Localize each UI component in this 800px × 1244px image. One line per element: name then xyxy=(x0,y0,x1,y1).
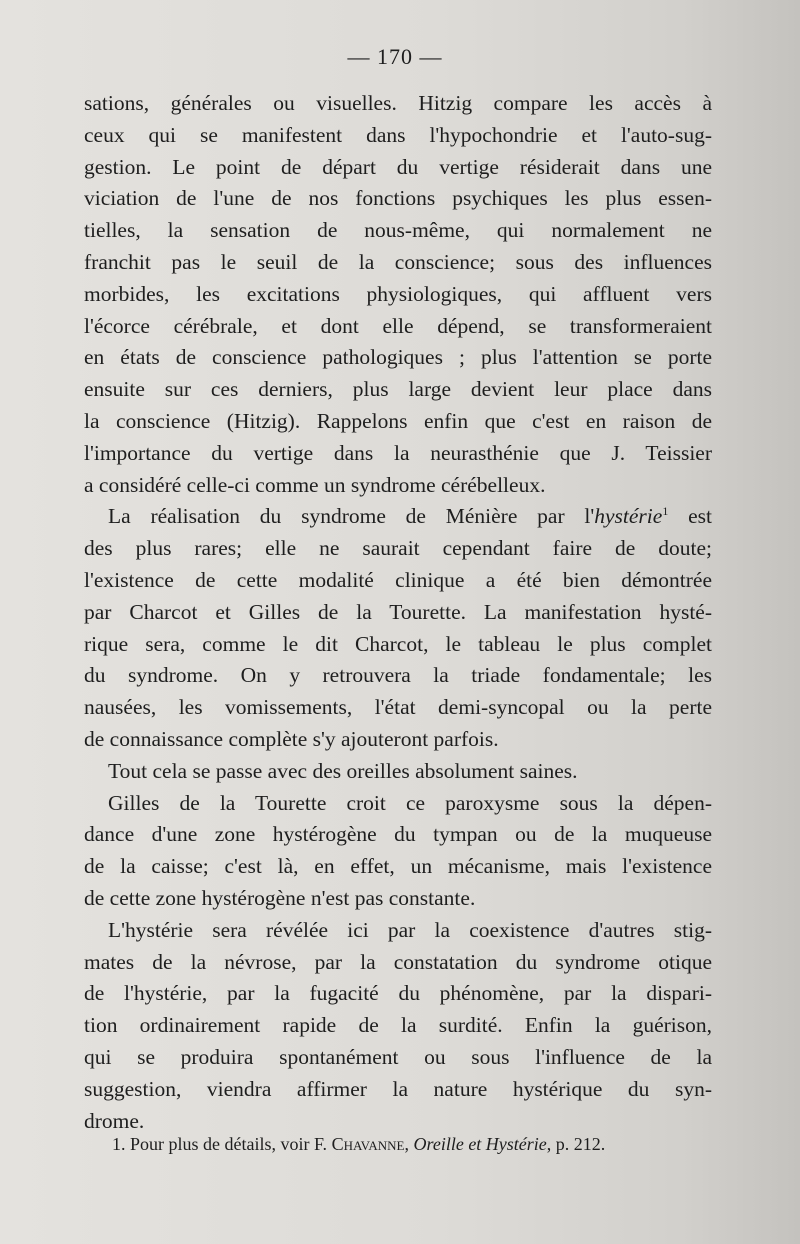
text-line xyxy=(84,501,712,533)
text-line: de la caisse; c'est là, en effet, un mécanisme, mais l'existence xyxy=(84,854,712,879)
text-line: tielles, la sensation de nous-même, qui normalement ne xyxy=(84,218,712,243)
text-line: morbides, les excitations physiologiques, qui affluent vers xyxy=(84,281,712,306)
text-line: tion ordinairement rapide de la surdité. Enfin la guérison, xyxy=(84,1013,712,1038)
body-text xyxy=(84,88,712,1137)
text-line: sations, générales ou visuelles. Hitzig compare les accès à xyxy=(84,91,712,115)
text-line: Tout cela se passe avec des oreilles absolument saines. xyxy=(108,758,578,783)
text-line: suggestion, viendra affirmer la nature hystérique du syn- xyxy=(84,1076,712,1101)
footnote xyxy=(112,1134,712,1155)
text-run: est xyxy=(668,504,712,529)
text-line: nausées, les vomissements, l'état demi-syncopal ou la perte xyxy=(84,695,712,720)
text-line: mates de la névrose, par la constatation du syndrome otique xyxy=(84,949,712,974)
text-line: drome. xyxy=(84,1108,145,1133)
footnote-text: Pour plus de détails, voir F. xyxy=(125,1134,332,1154)
text-line: qui se produira spontanément ou sous l'influence de la xyxy=(84,1044,712,1069)
text-line: des plus rares; elle ne saurait cependant faire de doute; xyxy=(84,536,712,561)
text-line: l'écorce cérébrale, et dont elle dépend, se transformeraient xyxy=(84,313,712,338)
text-line: du syndrome. On y retrouvera la triade fondamentale; les xyxy=(84,663,712,688)
text-line: L'hystérie sera révélée ici par la coexistence d'autres stig- xyxy=(108,917,712,942)
text-line: a considéré celle-ci comme un syndrome cérébelleux. xyxy=(84,472,546,497)
page-number: — 170 — xyxy=(347,44,443,69)
text-line: l'existence de cette modalité clinique a été bien démontrée xyxy=(84,567,712,592)
text-line: ensuite sur ces derniers, plus large devient leur place dans xyxy=(84,377,712,402)
text-line: de connaissance complète s'y ajouteront parfois. xyxy=(84,726,499,751)
text-line: gestion. Le point de départ du vertige résiderait dans une xyxy=(84,154,712,179)
text-line: en états de conscience pathologiques ; plus l'attention se porte xyxy=(84,345,712,370)
text-line: rique sera, comme le dit Charcot, le tableau le plus complet xyxy=(84,631,712,656)
text-line: par Charcot et Gilles de la Tourette. La manifestation hysté- xyxy=(84,599,712,624)
text-line: viciation de l'une de nos fonctions psychiques les plus essen- xyxy=(84,186,712,211)
footnote-ref[interactable]: 1 xyxy=(662,504,669,519)
text-line: de l'hystérie, par la fugacité du phénomène, par la dispari- xyxy=(84,981,712,1006)
text-run: La réalisation du syndrome de Ménière par l' xyxy=(108,504,595,529)
text-line: l'importance du vertige dans la neurasthénie que J. Teissier xyxy=(84,440,712,465)
text-line: de cette zone hystérogène n'est pas constante. xyxy=(84,885,476,910)
footnote-text: , p. 212. xyxy=(546,1134,606,1154)
footnote-author: Chavanne xyxy=(331,1134,405,1154)
footnote-title: Oreille et Hystérie xyxy=(413,1134,547,1154)
text-line: la conscience (Hitzig). Rappelons enfin que c'est en raison de xyxy=(84,408,712,433)
text-line: ceux qui se manifestent dans l'hypochondrie et l'auto-sug- xyxy=(84,122,712,147)
footnote-text: , xyxy=(404,1134,414,1154)
text-line: dance d'une zone hystérogène du tympan ou de la muqueuse xyxy=(84,822,712,847)
text-line: Gilles de la Tourette croit ce paroxysme sous la dépen- xyxy=(108,790,712,815)
footnote-number: 1. xyxy=(112,1134,126,1154)
text-line: franchit pas le seuil de la conscience; sous des influences xyxy=(84,249,712,274)
italic-term: hystérie xyxy=(594,504,663,529)
